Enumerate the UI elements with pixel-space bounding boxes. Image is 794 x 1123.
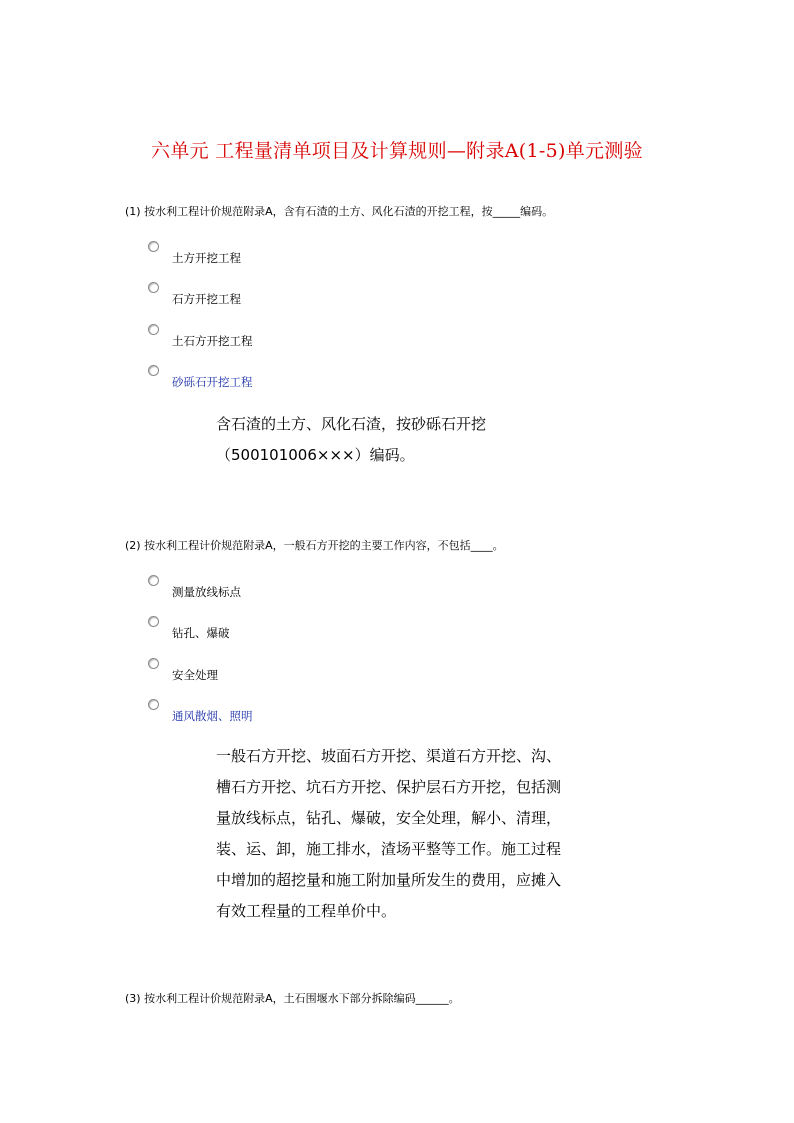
page-title: 六单元 工程量清单项目及计算规则—附录A(1-5)单元测验: [151, 140, 643, 162]
option-label: 钻孔、爆破: [172, 626, 230, 640]
explanation-line: 槽石方开挖、坑石方开挖、保护层石方开挖，包括测: [216, 778, 562, 796]
option-label-answer: 砂砾石开挖工程: [172, 375, 253, 389]
radio-button-icon[interactable]: [148, 365, 159, 376]
option-label-answer: 通风散烟、照明: [172, 709, 253, 723]
question-3-text: (3) 按水利工程计价规范附录A，土石围堰水下部分拆除编码______。: [125, 992, 460, 1005]
option-label: 土方开挖工程: [172, 251, 241, 265]
question-1-text: (1) 按水利工程计价规范附录A，含有石渣的土方、风化石渣的开挖工程，按_____编码。: [125, 205, 554, 218]
radio-button-icon[interactable]: [148, 658, 159, 669]
explanation-line: 中增加的超挖量和施工附加量所发生的费用，应摊入: [216, 871, 562, 889]
explanation-line: 装、运、卸，施工排水，渣场平整等工作。施工过程: [216, 840, 562, 858]
option-label: 测量放线标点: [172, 585, 241, 599]
radio-button-icon[interactable]: [148, 241, 159, 252]
question-2-text: (2) 按水利工程计价规范附录A，一般石方开挖的主要工作内容，不包括____。: [125, 539, 504, 552]
radio-button-icon[interactable]: [148, 699, 159, 710]
radio-button-icon[interactable]: [148, 282, 159, 293]
option-label: 土石方开挖工程: [172, 334, 253, 348]
q1-explanation: [216, 409, 586, 471]
radio-button-icon[interactable]: [148, 324, 159, 335]
radio-button-icon[interactable]: [148, 616, 159, 627]
explanation-line: 量放线标点，钻孔、爆破，安全处理，解小、清理，: [216, 809, 562, 827]
explanation-line: 一般石方开挖、坡面石方开挖、渠道石方开挖、沟、: [216, 747, 562, 765]
option-label: 安全处理: [172, 668, 218, 682]
explanation-line: 有效工程量的工程单价中。: [216, 902, 397, 920]
q2-explanation: [216, 741, 586, 927]
explanation-line: （500101006×××）编码。: [216, 446, 415, 464]
option-label: 石方开挖工程: [172, 292, 241, 306]
explanation-line: 含石渣的土方、风化石渣，按砂砾石开挖: [216, 415, 487, 433]
radio-button-icon[interactable]: [148, 575, 159, 586]
